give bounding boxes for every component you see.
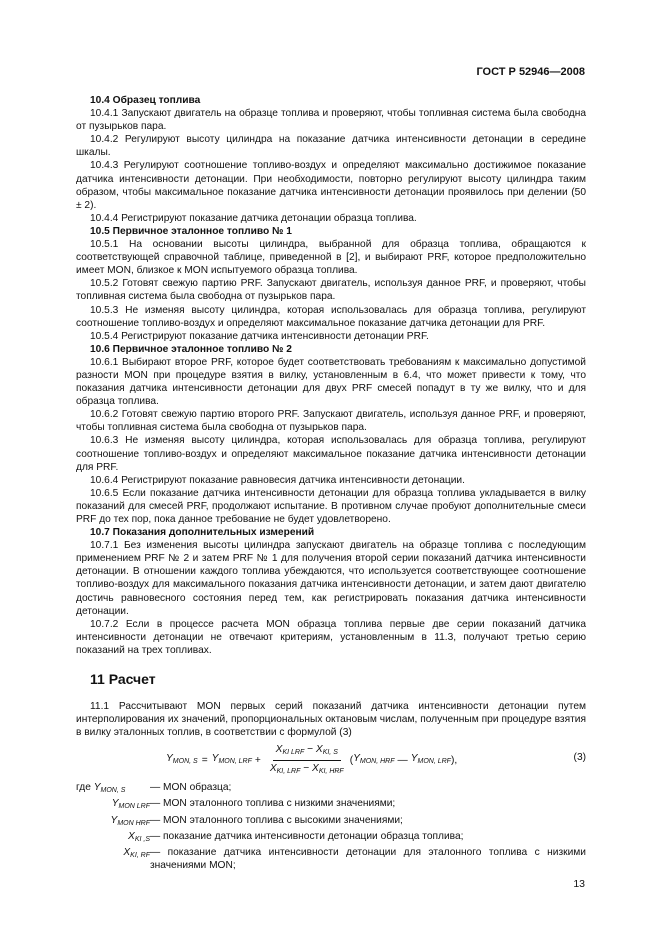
- page-content: [76, 94, 586, 872]
- paragraph-10-6-5: 10.6.5 Если показание датчика интенсивности детонации для образца топлива укладывается в вилку показаний для смесей PRF, продолжают испытание. В противном случае пробуют дополнительные смеси PRF до тех пор, пока данное требование не будет удовлетворено.: [76, 487, 586, 525]
- section-10-5-heading: 10.5 Первичное эталонное топливо № 1: [90, 225, 292, 237]
- paragraph-10-4-1: 10.4.1 Запускают двигатель на образце топлива и проверяют, чтобы топливная система была свободна от пузырьков пара.: [76, 108, 586, 133]
- paragraph-10-5-3: 10.5.3 Не изменяя высоту цилиндра, которая использовалась для образца топлива, регулируют соотношение топливо-воздух и определяют максимальное показание датчика детонации для PRF.: [76, 304, 586, 329]
- definition-item: $X_{KI, RF}$ — показание датчика интенсивности детонации для эталонного топлива с низкими значениями MON;: [123, 846, 586, 871]
- definition-text: — показание датчика интенсивности детонации для эталонного топлива с низкими значениями MON;: [150, 846, 586, 871]
- formula-3: [76, 741, 586, 779]
- paragraph-10-5-1: 10.5.1 На основании высоты цилиндра, выбранной для образца топлива, обращаются к соответствующей справочной таблице, приведенной в [2], и выбирают PRF, которое предположительно имеет MON, близкое к MON испытуемого образца топлива.: [76, 239, 586, 277]
- formula-y-mon-hrf: $Y_{MON, HRF}$: [353, 753, 395, 766]
- paragraph-10-6-1: 10.6.1 Выбирают второе PRF, которое будет соответствовать требованиям к максимально допустимой разности MON при процедуре взятия в вилку, установленным в 6.4, что может привести к тому, что показания датчика интенсивности детонации для двух PRF смесей попадут в ту же вилку, что и для образца топлива.: [76, 356, 586, 408]
- paragraph-10-5-4: 10.5.4 Регистрируют показание датчика интенсивности детонации PRF.: [90, 330, 429, 342]
- fraction-numerator: $X_{KI LRF} - X_{KI, S}$: [273, 743, 341, 761]
- formula-number: (3): [573, 752, 586, 764]
- formula-y-mon-lrf: $Y_{MON, LRF}$: [211, 753, 252, 766]
- paragraph-10-6-3: 10.6.3 Не изменяя высоту цилиндра, которая использовалась для образца топлива, регулируют соотношение топливо-воздух и определяют максимальное показание датчика интенсивности детонации для PRF.: [76, 435, 586, 473]
- section-10-6-heading: 10.6 Первичное эталонное топливо № 2: [90, 343, 292, 355]
- paragraph-10-5-2: 10.5.2 Готовят свежую партию PRF. Запускают двигатель, используя данное PRF, и проверяют, чтобы топливная система была свободна от пузырьков пара.: [76, 278, 586, 303]
- paragraph-10-4-3: 10.4.3 Регулируют соотношение топливо-воздух и определяют максимально достижимое показание датчика интенсивности детонации. При необходимости, повторно регулируют высоту цилиндра таким образом, чтобы максимальное показание датчика интенсивности детонации проявилось при делении (50 ± 2).: [76, 160, 586, 211]
- fraction-denominator: $X_{KI, LRF} - X_{KI, HRF}$: [269, 762, 344, 775]
- formula-dash: —: [397, 754, 408, 766]
- formula-plus: +: [254, 754, 261, 766]
- definitions-list: [76, 781, 586, 872]
- definition-text: — MON эталонного топлива с высокими значениями;: [150, 814, 403, 826]
- formula-y-mon-s: $Y_{MON, S}$: [166, 753, 198, 766]
- document-header: ГОСТ Р 52946—2008: [476, 66, 585, 78]
- paragraph-11-1: 11.1 Рассчитывают MON первых серий показаний датчика интенсивности детонации путем интерполирования их значений, пропорциональных октановым числам, полученным при процедуре взятия в вилку эталонных топлив, в соответствии с формулой (3): [76, 701, 586, 739]
- definition-text: — MON образца;: [150, 782, 232, 794]
- definition-item: $Y_{MON LRF}$ — MON эталонного топлива с низкими значениями;: [76, 797, 586, 813]
- definition-text: — показание датчика интенсивности детонации образца топлива;: [150, 830, 464, 842]
- definition-item: где $Y_{MON, S}$ — MON образца;: [76, 781, 586, 797]
- formula-close-paren: ),: [450, 754, 458, 766]
- formula-open-paren: (: [349, 754, 354, 766]
- paragraph-10-4-4: 10.4.4 Регистрируют показание датчика детонации образца топлива.: [90, 212, 417, 224]
- paragraph-10-7-2: 10.7.2 Если в процессе расчета MON образца топлива первые две серии показаний датчика интенсивности детонации не отвечают критериям, установленным в 11.3, получают третью серию показаний на трех топливах.: [76, 618, 586, 656]
- section-10-4-heading: 10.4 Образец топлива: [90, 95, 201, 106]
- section-10-7-heading: 10.7 Показания дополнительных измерений: [90, 527, 315, 539]
- definitions-where: где: [76, 782, 91, 794]
- definition-item: $X_{KI ,S}$ — показание датчика интенсивности детонации образца топлива;: [76, 830, 586, 846]
- page-number: 13: [573, 878, 585, 890]
- paragraph-10-6-2: 10.6.2 Готовят свежую партию второго PRF. Запускают двигатель, используя данное PRF, и проверяют, чтобы топливная система была свободна от пузырьков пара.: [76, 409, 586, 434]
- formula-y-mon-lrf-2: $Y_{MON, LRF}$: [410, 753, 451, 766]
- definition-text: — MON эталонного топлива с низкими значениями;: [150, 798, 396, 810]
- formula-equals: =: [201, 754, 208, 766]
- formula-expression: [166, 741, 457, 779]
- definition-item: $Y_{MON HRF}$ — MON эталонного топлива с высокими значениями;: [76, 814, 586, 830]
- paragraph-10-6-4: 10.6.4 Регистрируют показание равновесия датчика интенсивности детонации.: [90, 474, 465, 486]
- formula-fraction: [267, 743, 347, 778]
- section-11-heading: 11 Расчет: [90, 671, 156, 688]
- paragraph-10-7-1: 10.7.1 Без изменения высоты цилиндра запускают двигатель на образце топлива с последующим применением PRF № 2 и затем PRF № 1 для получения второй серии показаний датчика интенсивности детонации. В отношении каждого топлива убеждаются, что используется соответствующее соотношение топливо-воздух для максимального показания датчика интенсивности детонации, и затем дают двигателю достичь равновесного состояния перед тем, как регистрировать показания датчика интенсивности детонации.: [76, 540, 586, 617]
- paragraph-10-4-2: 10.4.2 Регулируют высоту цилиндра на показание датчика интенсивности детонации в середине шкалы.: [76, 134, 586, 159]
